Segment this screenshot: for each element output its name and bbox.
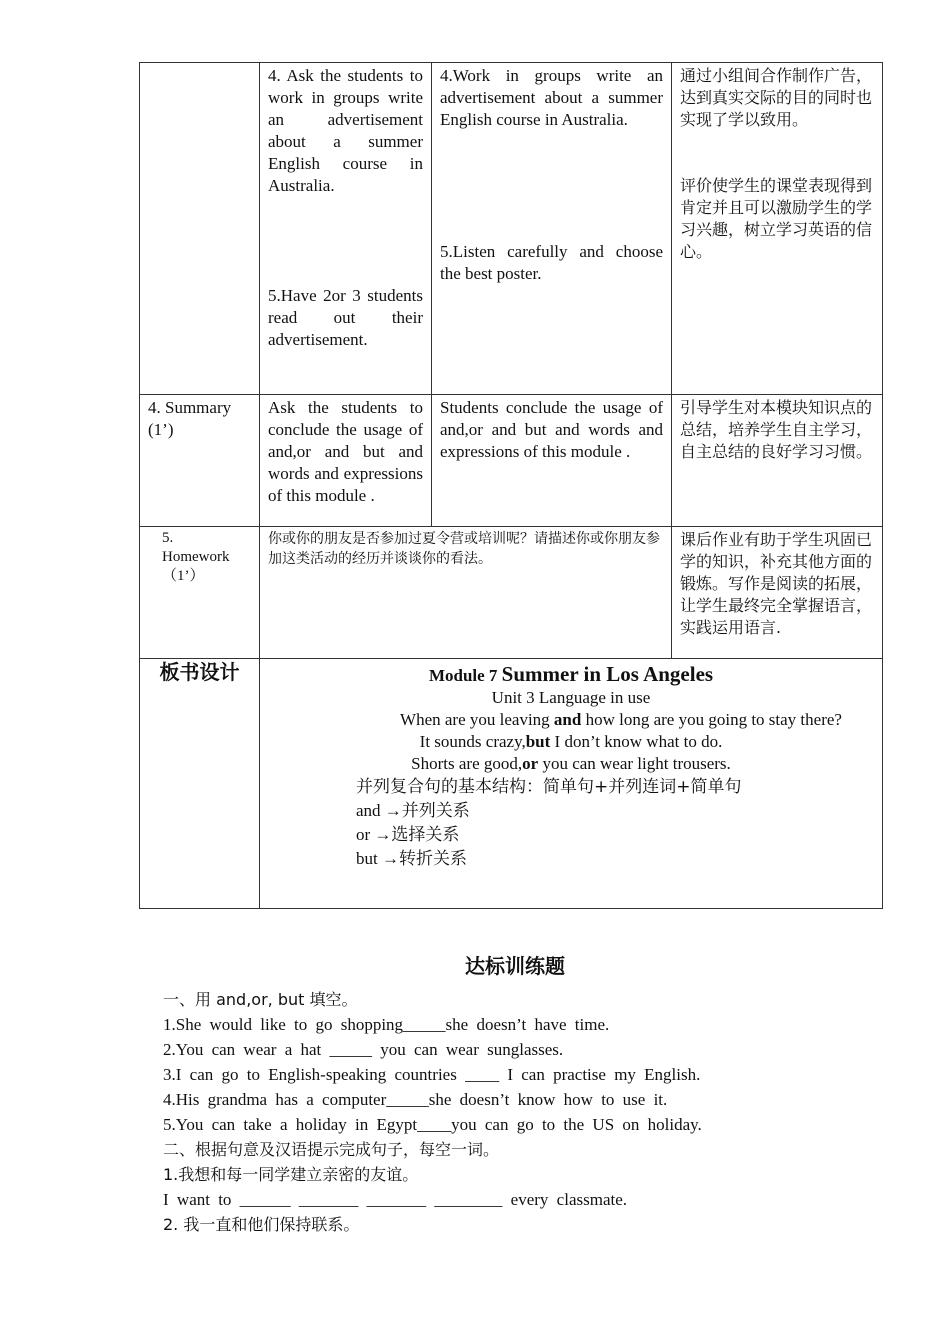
- board-s3-part1: Shorts are good,: [411, 754, 523, 773]
- teacher-summary: Ask the students to conclude the usage of and,or and but and words and expressions of this module .: [260, 395, 432, 527]
- board-module-title: [268, 663, 874, 687]
- purpose-text-1: 通过小组间合作制作广告，达到真实交际的目的同时也实现了学以致用。: [680, 66, 873, 129]
- board-s1-part2: how long are you going to stay there?: [585, 710, 842, 729]
- board-sentence-3: [268, 753, 874, 775]
- board-but: but →转折关系: [356, 849, 467, 868]
- purpose-text-2: 评价使学生的课堂表现得到肯定并且可以激励学生的学习兴趣，树立学习英语的信心。: [680, 176, 873, 261]
- board-s3-part2: you can wear light trousers.: [542, 754, 731, 773]
- table-row-activity: [140, 63, 883, 395]
- lesson-plan-table: [139, 62, 883, 909]
- part2-q1-en: I want to ______ _______ _______ ________ every classmate.: [163, 1190, 628, 1209]
- step-homework-time: （1’）: [162, 568, 205, 584]
- part1-q2: 2.You can wear a hat _____ you can wear sunglasses.: [163, 1040, 564, 1059]
- table-row-summary: [140, 395, 883, 527]
- board-module-number: Module 7: [428, 666, 498, 685]
- board-sentence-1: [268, 709, 874, 731]
- exercise-title: 达标训练题: [465, 954, 565, 978]
- part2-heading: 二、根据句意及汉语提示完成句子，每空一词。: [163, 1140, 500, 1159]
- board-or: or →选择关系: [356, 825, 460, 844]
- board-s2-conj: but: [525, 732, 551, 751]
- part2-q1-zh: 1.我想和每一同学建立亲密的友谊。: [163, 1165, 419, 1184]
- teacher-activity-cell: [260, 63, 432, 395]
- exercise-list: [163, 987, 702, 1237]
- step-homework-label: Homework: [162, 549, 230, 565]
- part2-q2-zh: 2. 我一直和他们保持联系。: [163, 1215, 360, 1234]
- teacher-step-5: 5.Have 2or 3 students read out their advertisement.: [268, 286, 423, 349]
- part1-q3: 3.I can go to English-speaking countries ____ I can practise my English.: [163, 1065, 701, 1084]
- step-summary: 4. Summary (1’): [140, 395, 260, 527]
- step-homework-number: 5.: [162, 530, 174, 546]
- part1-q1: 1.She would like to go shopping_____she doesn’t have time.: [163, 1015, 610, 1034]
- student-step-5: 5.Listen carefully and choose the best poster.: [440, 242, 663, 283]
- purpose-cell: [672, 63, 883, 395]
- purpose-summary: 引导学生对本模块知识点的总结，培养学生自主学习，自主总结的良好学习习惯。: [672, 395, 883, 527]
- board-s1-conj: and: [553, 710, 582, 729]
- part1-q4: 4.His grandma has a computer_____she doesn’t know how to use it.: [163, 1090, 668, 1109]
- part1-q5: 5.You can take a holiday in Egypt____you can go to the US on holiday.: [163, 1115, 702, 1134]
- student-summary: Students conclude the usage of and,or and but and words and expressions of this module .: [432, 395, 672, 527]
- board-label: 板书设计: [140, 659, 260, 909]
- student-activity-cell: [432, 63, 672, 395]
- board-s2-part1: It sounds crazy,: [419, 732, 526, 751]
- board-structure: 并列复合句的基本结构：简单句+并列连词+简单句: [356, 777, 742, 797]
- board-sentence-2: [268, 731, 874, 753]
- part1-heading: 一、用 and,or, but 填空。: [163, 990, 358, 1009]
- step-homework: [140, 527, 260, 659]
- board-design: [260, 659, 883, 909]
- board-unit: Unit 3 Language in use: [491, 688, 651, 707]
- purpose-homework: 课后作业有助于学生巩固已学的知识，补充其他方面的锻炼。写作是阅读的拓展，让学生最终完全掌握语言，实践运用语言.: [672, 527, 883, 659]
- step-cell-empty: [140, 63, 260, 395]
- student-step-4: 4.Work in groups write an advertisement about a summer English course in Australia.: [440, 66, 663, 129]
- board-module-name: Summer in Los Angeles: [501, 662, 714, 686]
- homework-task: 你或你的朋友是否参加过夏令营或培训呢？请描述你或你朋友参加这类活动的经历并谈谈你的看法。: [260, 527, 672, 659]
- board-s3-conj: or: [522, 754, 539, 773]
- table-row-homework: [140, 527, 883, 659]
- teacher-step-4: 4. Ask the students to work in groups write an advertisement about a summer English course in Australia.: [268, 66, 423, 195]
- board-s1-part1: When are you leaving: [400, 710, 550, 729]
- board-s2-part2: I don’t know what to do.: [554, 732, 723, 751]
- board-and: and →并列关系: [356, 801, 470, 820]
- table-row-board: [140, 659, 883, 909]
